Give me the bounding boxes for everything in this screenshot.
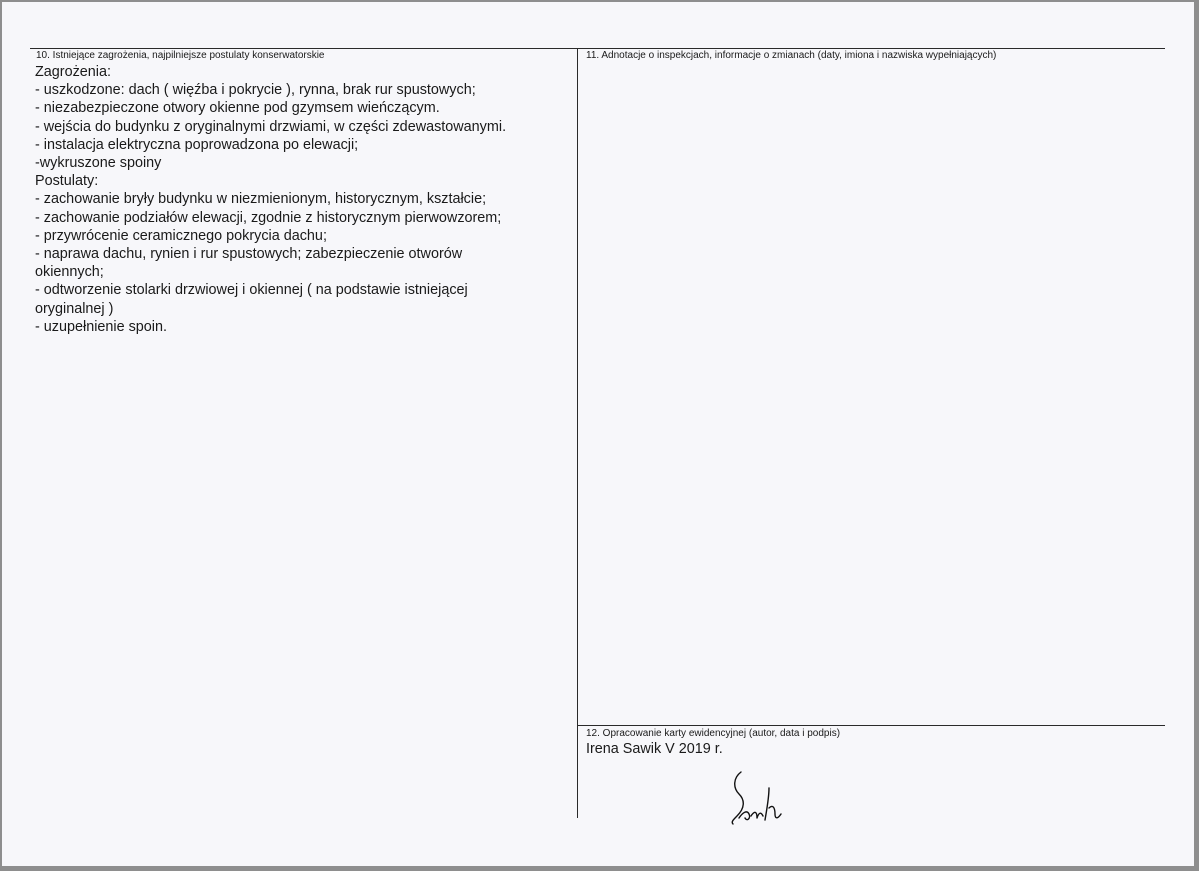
top-rule (30, 48, 1165, 49)
section-12-rule (577, 725, 1165, 726)
text-line: - uzupełnienie spoin. (35, 318, 168, 335)
text-line: Postulaty: (35, 173, 99, 190)
section-10-content (35, 63, 506, 336)
section-10-label: 10. Istniejące zagrożenia, najpilniejsze postulaty konserwatorskie (36, 50, 325, 61)
text-line: - zachowanie podziałów elewacji, zgodnie z historycznym pierwowzorem; (35, 209, 502, 226)
section-11-label: 11. Adnotacje o inspekcjach, informacje o zmianach (daty, imiona i nazwiska wypełniających) (586, 50, 997, 61)
text-line: - naprawa dachu, rynien i rur spustowych; zabezpieczenie otworów (35, 246, 463, 263)
text-line: - odtworzenie stolarki drzwiowej i okiennej ( na podstawie istniejącej (35, 282, 468, 299)
text-line: okiennych; (35, 264, 104, 281)
text-line: - niezabezpieczone otwory okienne pod gzymsem wieńczącym. (35, 100, 440, 117)
text-line: - uszkodzone: dach ( więźba i pokrycie ), rynna, brak rur spustowych; (35, 82, 476, 99)
handwritten-signature (729, 768, 789, 828)
text-line: - przywrócenie ceramicznego pokrycia dachu; (35, 227, 327, 244)
column-divider (577, 48, 578, 818)
text-line: - wejścia do budynku z oryginalnymi drzwiami, w części zdewastowanymi. (35, 118, 507, 135)
text-line: oryginalnej ) (35, 300, 114, 317)
section-12-label: 12. Opracowanie karty ewidencyjnej (autor, data i podpis) (586, 728, 841, 739)
text-line: - instalacja elektryczna poprowadzona po elewacji; (35, 136, 359, 153)
text-line: Zagrożenia: (35, 64, 111, 80)
author-line: Irena Sawik V 2019 r. (586, 741, 723, 757)
text-line: - zachowanie bryły budynku w niezmienionym, historycznym, kształcie; (35, 191, 487, 208)
text-line: -wykruszone spoiny (35, 155, 162, 172)
